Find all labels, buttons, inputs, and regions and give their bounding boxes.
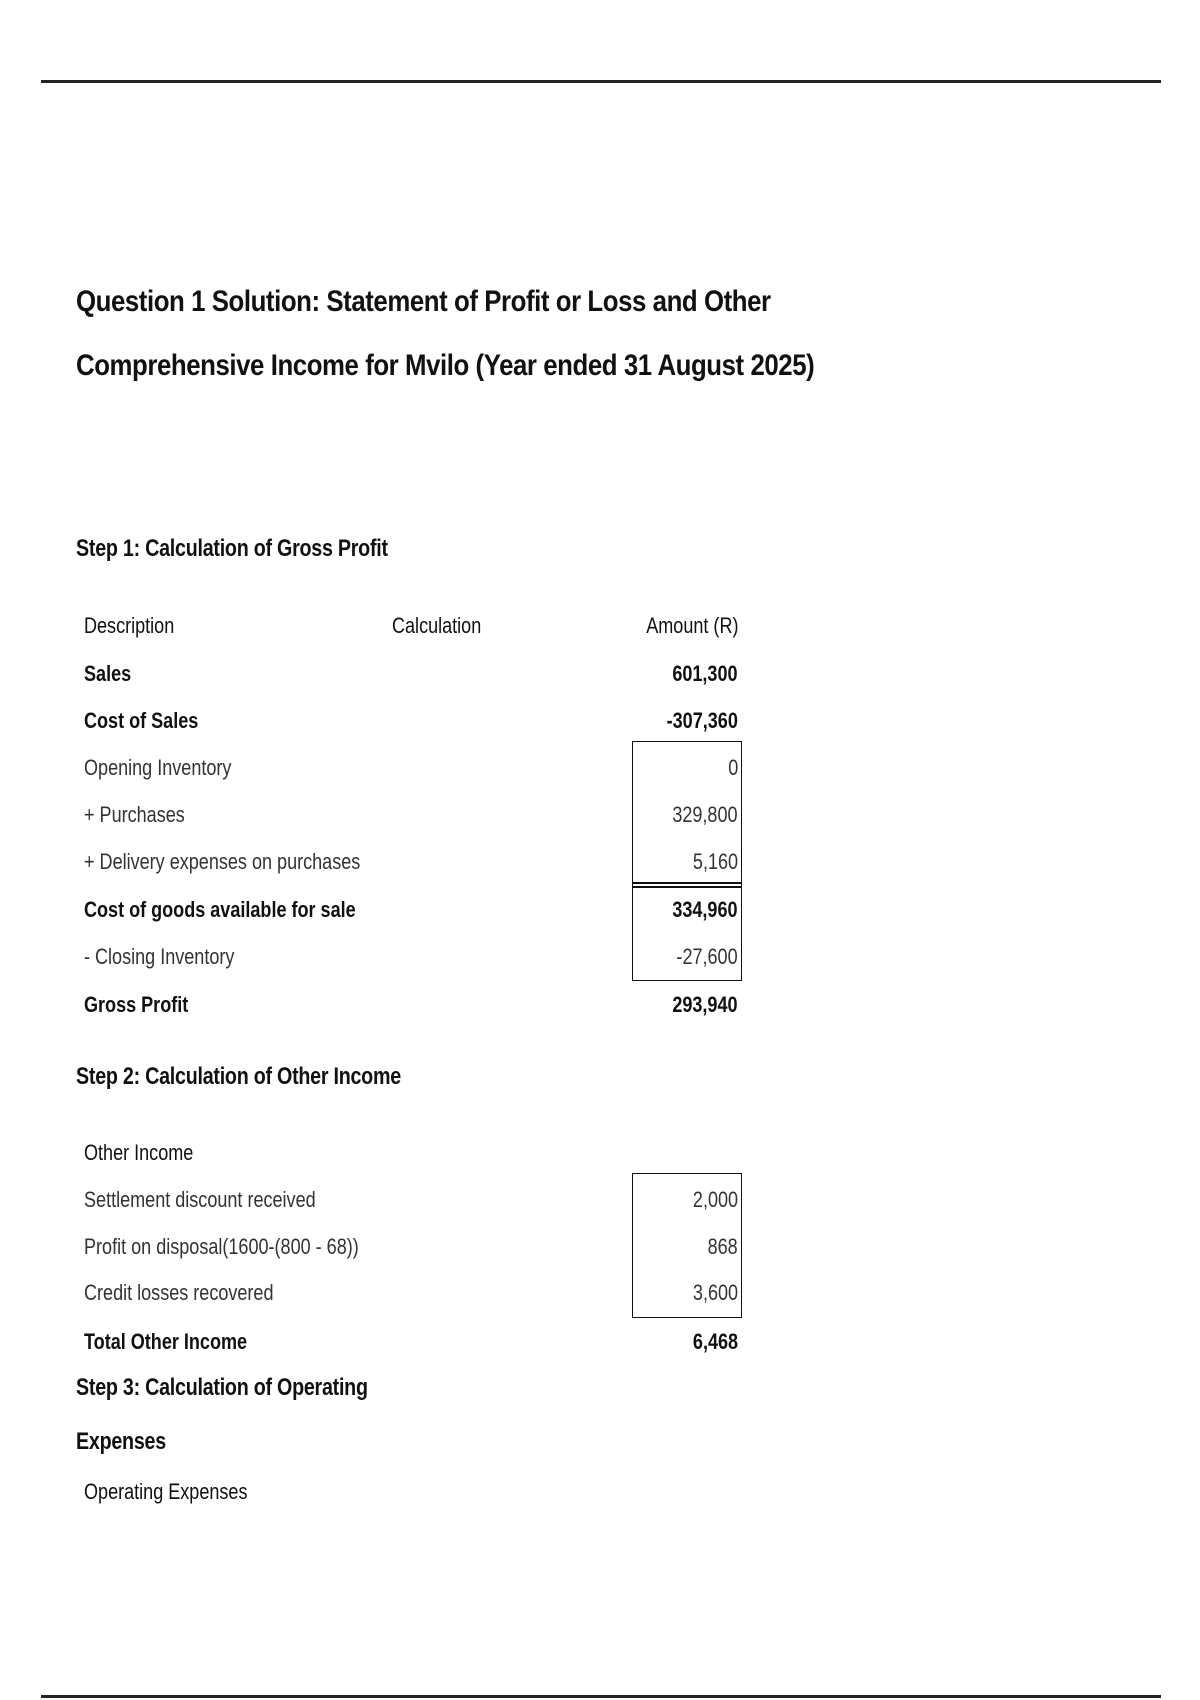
row-amount: 2,000 <box>692 1187 738 1212</box>
step1-heading: Step 1: Calculation of Gross Profit <box>76 535 388 562</box>
table-row <box>84 654 744 694</box>
table-row <box>84 701 744 741</box>
row-amount: 334,960 <box>672 897 738 922</box>
step3-heading-line-2: Expenses <box>76 1428 166 1455</box>
other-income-subheading-row <box>84 1133 744 1173</box>
description-column-header: Description <box>84 613 175 638</box>
row-description: Credit losses recovered <box>84 1280 274 1305</box>
row-description: Cost of goods available for sale <box>84 897 356 922</box>
row-description: + Purchases <box>84 802 185 827</box>
subtotal-rule <box>632 882 742 884</box>
row-description: Cost of Sales <box>84 708 199 733</box>
row-description: Total Other Income <box>84 1329 248 1354</box>
row-amount: 601,300 <box>672 661 738 686</box>
row-amount: 6,468 <box>692 1329 738 1354</box>
row-amount: -307,360 <box>666 708 738 733</box>
step1-header-row <box>84 606 744 646</box>
page-title <box>76 270 815 398</box>
row-amount: 868 <box>707 1234 738 1259</box>
other-income-box <box>632 1173 742 1318</box>
row-amount: 293,940 <box>672 992 738 1017</box>
cost-of-sales-box <box>632 741 742 981</box>
subtotal-double-rule <box>632 886 742 888</box>
row-amount: 5,160 <box>692 849 738 874</box>
step3-heading-line-1: Step 3: Calculation of Operating <box>76 1374 368 1401</box>
table-row <box>84 1322 744 1362</box>
row-description: - Closing Inventory <box>84 944 235 969</box>
calculation-column-header: Calculation <box>392 613 482 638</box>
operating-expenses-subheading: Operating Expenses <box>84 1479 248 1504</box>
row-description: Profit on disposal(1600-(800 - 68)) <box>84 1234 359 1259</box>
other-income-subheading: Other Income <box>84 1140 194 1165</box>
row-amount: 0 <box>727 755 738 780</box>
row-description: Sales <box>84 661 132 686</box>
operating-expenses-subheading-row <box>84 1472 744 1512</box>
row-description: + Delivery expenses on purchases <box>84 849 361 874</box>
row-amount: 329,800 <box>672 802 738 827</box>
page-title-line-2: Comprehensive Income for Mvilo (Year ended 31 August 2025) <box>76 349 815 382</box>
bottom-rule <box>41 1695 1161 1698</box>
row-description: Gross Profit <box>84 992 189 1017</box>
page-title-line-1: Question 1 Solution: Statement of Profit or Loss and Other <box>76 285 771 318</box>
table-row <box>84 985 744 1025</box>
row-description: Opening Inventory <box>84 755 232 780</box>
top-rule <box>41 80 1161 83</box>
step2-heading: Step 2: Calculation of Other Income <box>76 1063 401 1090</box>
row-amount: -27,600 <box>676 944 738 969</box>
amount-column-header: Amount (R) <box>645 613 738 638</box>
row-amount: 3,600 <box>692 1280 738 1305</box>
row-description: Settlement discount received <box>84 1187 316 1212</box>
